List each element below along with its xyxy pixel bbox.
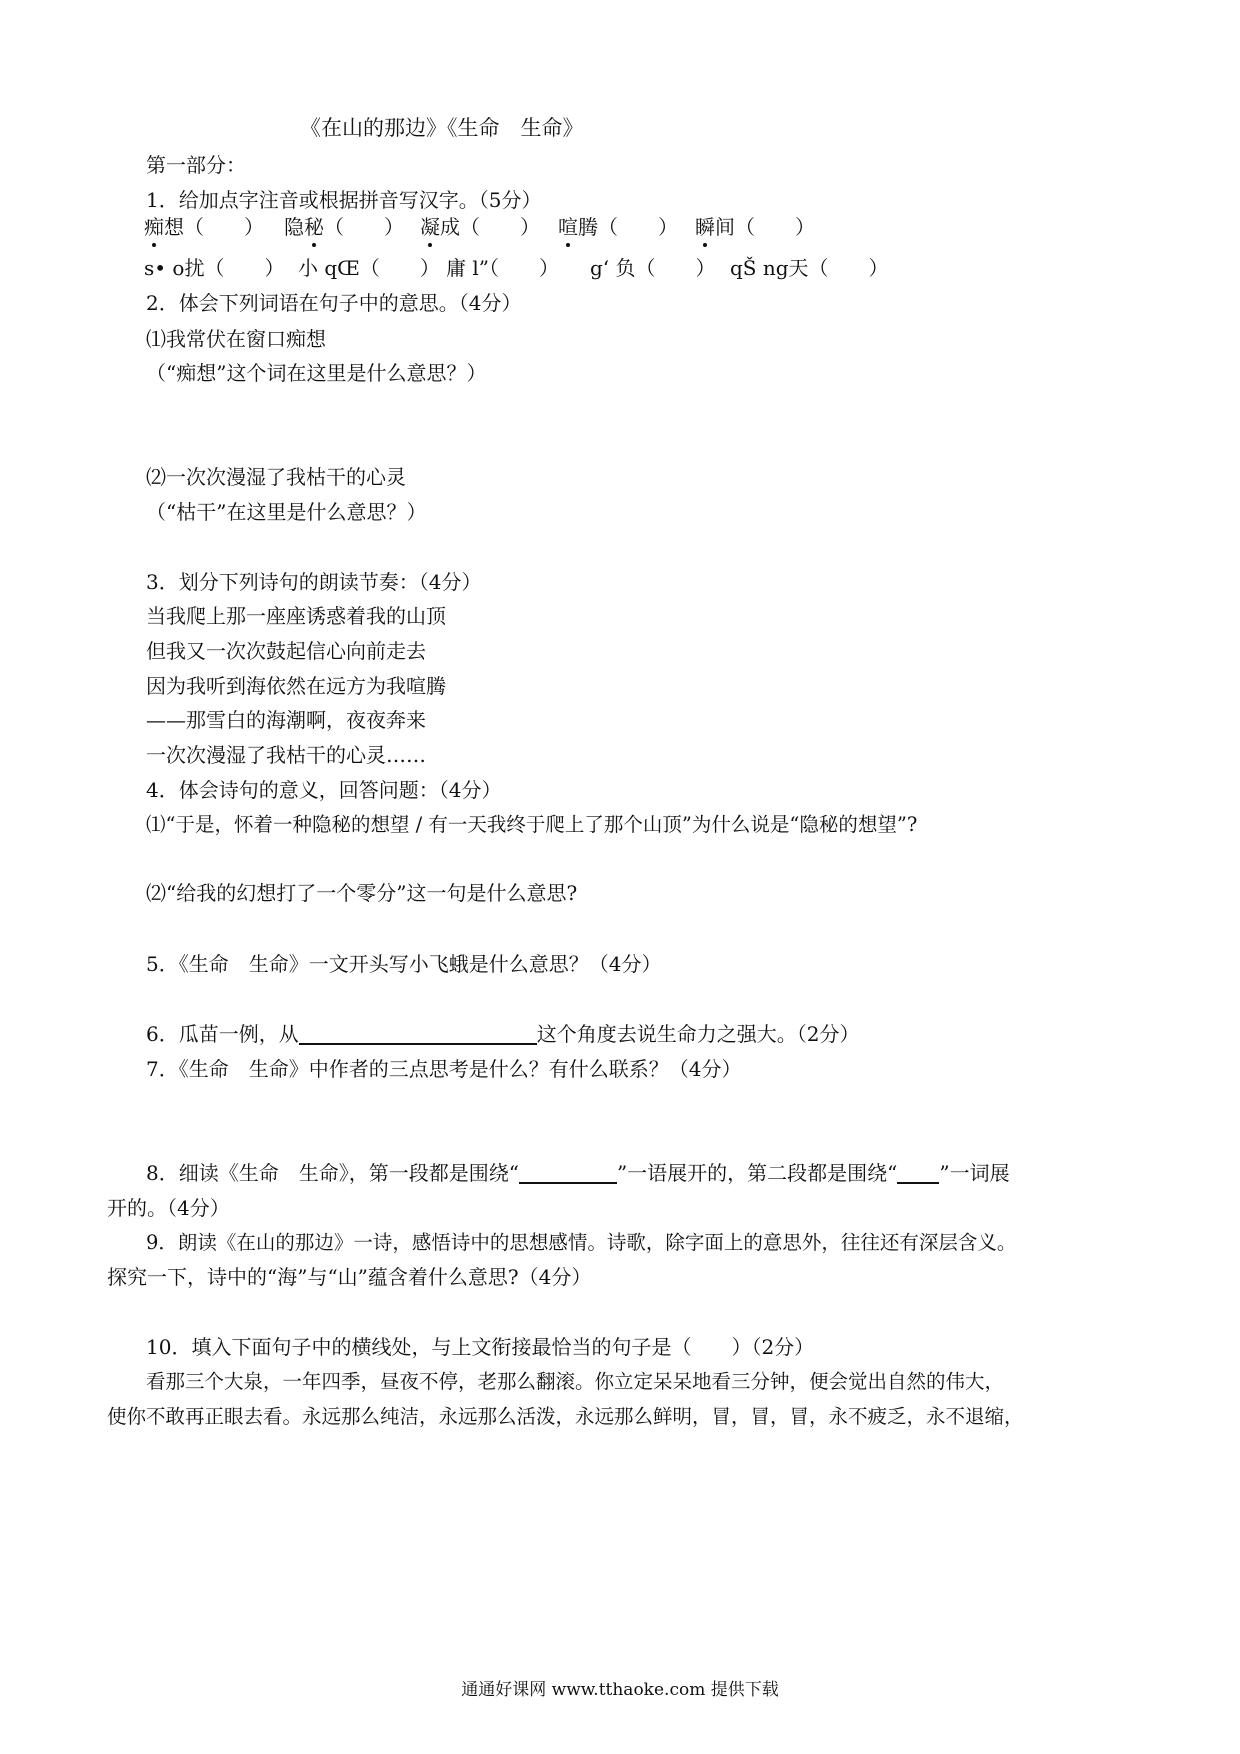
q5-stem: 5．《生命 生命》一文开头写小飞蛾是什么意思？（4分） bbox=[146, 952, 662, 976]
poem-line: 当我爬上那一座座诱惑着我的山顶 bbox=[146, 604, 446, 628]
q2-question-1: （“痴想”这个词在这里是什么意思？） bbox=[146, 361, 487, 385]
poem-line: 因为我听到海依然在远方为我喧腾 bbox=[146, 674, 446, 698]
q1-row2-item-2: 小 qŒ（ ） bbox=[298, 256, 440, 280]
q1-row2-item-3: 庸 l”（ ） bbox=[446, 256, 559, 280]
q1-row1-item-2: 隐秘（ ） bbox=[284, 215, 404, 239]
q1-row2-item-5: qŠ ng天（ ） bbox=[730, 256, 889, 280]
q2-sentence-2: ⑵一次次漫湿了我枯干的心灵 bbox=[146, 465, 406, 489]
q4-stem: 4．体会诗句的意义，回答问题：（4分） bbox=[146, 778, 502, 802]
q1-row2-item-4: g‘ 负（ ） bbox=[590, 256, 716, 280]
fill-in-blank[interactable] bbox=[897, 1160, 939, 1184]
dotted-char: 秘 bbox=[304, 215, 324, 239]
q3-stem: 3．划分下列诗句的朗读节奏：（4分） bbox=[146, 570, 482, 594]
dotted-char: 痴 bbox=[144, 215, 164, 239]
q10-passage-line-1: 看那三个大泉，一年四季，昼夜不停，老那么翻滚。你立定呆呆地看三分钟，便会觉出自然的伟大， bbox=[146, 1370, 1005, 1393]
fill-in-blank[interactable] bbox=[519, 1160, 617, 1184]
q9-line-2: 探究一下，诗中的“海”与“山”蕴含着什么意思?（4分） bbox=[107, 1265, 592, 1289]
section-label: 第一部分： bbox=[146, 153, 246, 177]
dotted-char: 喧 bbox=[558, 215, 578, 239]
q10-passage-line-2: 使你不敢再正眼去看。永远那么纯洁，永远那么活泼，永远那么鲜明，冒，冒，冒，永不疲乏，永不退缩， bbox=[107, 1405, 1024, 1428]
poem-line: 但我又一次次鼓起信心向前走去 bbox=[146, 639, 426, 663]
fill-in-blank[interactable] bbox=[299, 1021, 537, 1045]
q2-sentence-1: ⑴我常伏在窗口痴想 bbox=[146, 327, 326, 351]
dotted-char: 凝 bbox=[420, 215, 440, 239]
q2-question-2: （“枯干”在这里是什么意思？） bbox=[146, 500, 427, 524]
q10-stem: 10．填入下面句子中的横线处，与上文衔接最恰当的句子是（ ）（2分） bbox=[146, 1335, 815, 1359]
q1-row1-item-1: 痴想（ ） bbox=[144, 215, 264, 239]
q7-stem: 7．《生命 生命》中作者的三点思考是什么？有什么联系？（4分） bbox=[146, 1057, 742, 1081]
q4-sub-1: ⑴“于是，怀着一种隐秘的想望 / 有一天我终于爬上了那个山顶”为什么说是“隐秘的想望”? bbox=[146, 813, 918, 836]
q1-row1-item-5: 瞬间（ ） bbox=[695, 215, 815, 239]
q8-line-2: 开的。（4分） bbox=[107, 1196, 230, 1220]
q6-stem: 6．瓜苗一例，从 这个角度去说生命力之强大。（2分） bbox=[146, 1022, 860, 1046]
q1-row2-item-1: s• o扰（ ） bbox=[144, 256, 285, 280]
q1-row1-item-3: 凝成（ ） bbox=[420, 215, 540, 239]
q2-stem: 2．体会下列词语在句子中的意思。（4分） bbox=[146, 291, 522, 315]
q4-sub-2: ⑵“给我的幻想打了一个零分”这一句是什么意思? bbox=[146, 881, 578, 905]
dotted-char: 瞬 bbox=[695, 215, 715, 239]
poem-line: ——那雪白的海潮啊，夜夜奔来 bbox=[146, 708, 426, 732]
q8-line-1: 8．细读《生命 生命》，第一段都是围绕“ ”一语展开的，第二段都是围绕“ ”一词展 bbox=[146, 1161, 1010, 1185]
poem-line: 一次次漫湿了我枯干的心灵…… bbox=[146, 743, 426, 767]
page-footer: 通通好课网 www.tthaoke.com 提供下载 bbox=[461, 1680, 779, 1700]
page-title: 《在山的那边》《生命 生命》 bbox=[300, 116, 584, 140]
q1-row1-item-4: 喧腾（ ） bbox=[558, 215, 678, 239]
q9-line-1: 9．朗读《在山的那边》一诗，感悟诗中的思想感情。诗歌，除字面上的意思外，往往还有深层含义。 bbox=[146, 1231, 1017, 1254]
q1-stem: 1．给加点字注音或根据拼音写汉字。（5分） bbox=[146, 188, 542, 212]
